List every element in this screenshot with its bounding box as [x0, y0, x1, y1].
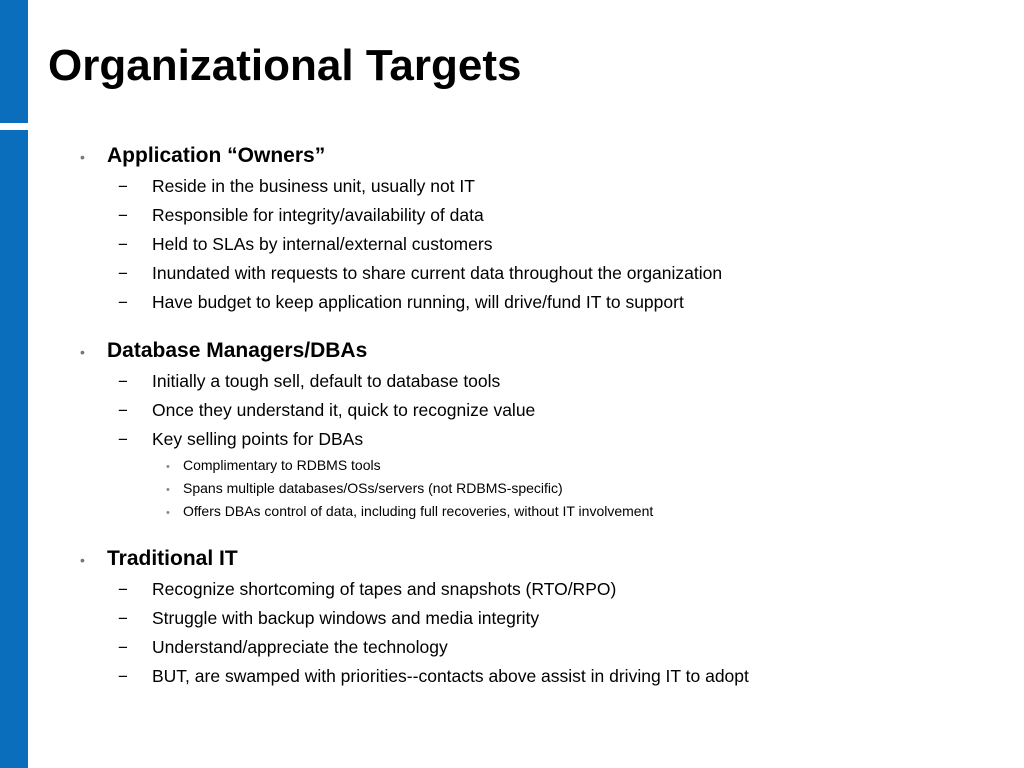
bullet-dot-icon: •	[166, 484, 170, 496]
dash-icon: −	[118, 293, 128, 312]
bullet-text: Understand/appreciate the technology	[152, 637, 448, 657]
dash-icon: −	[118, 372, 128, 391]
bullet-level2	[80, 201, 1000, 230]
section-heading: Application “Owners”	[107, 144, 326, 167]
bullet-text: Have budget to keep application running, will drive/fund IT to support	[152, 292, 684, 312]
dash-icon: −	[118, 177, 128, 196]
bullet-level2	[80, 172, 1000, 201]
bullet-level2	[80, 259, 1000, 288]
dash-icon: −	[118, 401, 128, 420]
bullet-text: Once they understand it, quick to recognize value	[152, 400, 536, 420]
dash-icon: −	[118, 235, 128, 254]
bullet-level2	[80, 633, 1000, 662]
bullet-text: BUT, are swamped with priorities--contacts above assist in driving IT to adopt	[152, 666, 749, 686]
section-application-owners	[80, 140, 1000, 317]
bullet-text: Initially a tough sell, default to database tools	[152, 371, 501, 391]
bullet-text: Inundated with requests to share current data throughout the organization	[152, 263, 723, 283]
bullet-dot-icon: •	[80, 552, 85, 568]
bullet-level3	[80, 477, 1000, 500]
bullet-level2	[80, 662, 1000, 691]
section-heading: Traditional IT	[107, 547, 238, 570]
slide-title: Organizational Targets	[48, 41, 522, 90]
bullet-text: Offers DBAs control of data, including full recoveries, without IT involvement	[183, 503, 654, 519]
section-heading: Database Managers/DBAs	[107, 339, 368, 362]
bullet-dot-icon: •	[80, 344, 85, 360]
bullet-level1	[80, 543, 1000, 575]
bullet-text: Spans multiple databases/OSs/servers (not RDBMS-specific)	[183, 480, 563, 496]
bullet-level1	[80, 140, 1000, 172]
bullet-level3	[80, 500, 1000, 523]
bullet-dot-icon: •	[166, 461, 170, 473]
dash-icon: −	[118, 667, 128, 686]
dash-icon: −	[118, 638, 128, 657]
bullet-level1	[80, 335, 1000, 367]
accent-bar-top	[0, 0, 28, 123]
bullet-level2	[80, 288, 1000, 317]
bullet-level2	[80, 367, 1000, 396]
bullet-level2	[80, 396, 1000, 425]
section-database-managers	[80, 335, 1000, 523]
dash-icon: −	[118, 264, 128, 283]
dash-icon: −	[118, 580, 128, 599]
dash-icon: −	[118, 609, 128, 628]
bullet-level2	[80, 575, 1000, 604]
bullet-level2	[80, 604, 1000, 633]
dash-icon: −	[118, 206, 128, 225]
bullet-text: Key selling points for DBAs	[152, 429, 364, 449]
bullet-level2	[80, 425, 1000, 454]
bullet-text: Reside in the business unit, usually not IT	[152, 176, 475, 196]
bullet-text: Complimentary to RDBMS tools	[183, 457, 381, 473]
dash-icon: −	[118, 430, 128, 449]
bullet-dot-icon: •	[166, 507, 170, 519]
bullet-text: Responsible for integrity/availability of data	[152, 205, 484, 225]
title-divider	[28, 125, 1024, 128]
bullet-level3	[80, 454, 1000, 477]
bullet-level2	[80, 230, 1000, 259]
bullet-dot-icon: •	[80, 149, 85, 165]
bullet-text: Struggle with backup windows and media integrity	[152, 608, 540, 628]
bullet-text: Held to SLAs by internal/external customers	[152, 234, 493, 254]
accent-bar-bottom	[0, 130, 28, 768]
slide-content	[80, 140, 1000, 709]
section-traditional-it	[80, 543, 1000, 691]
bullet-text: Recognize shortcoming of tapes and snapshots (RTO/RPO)	[152, 579, 617, 599]
